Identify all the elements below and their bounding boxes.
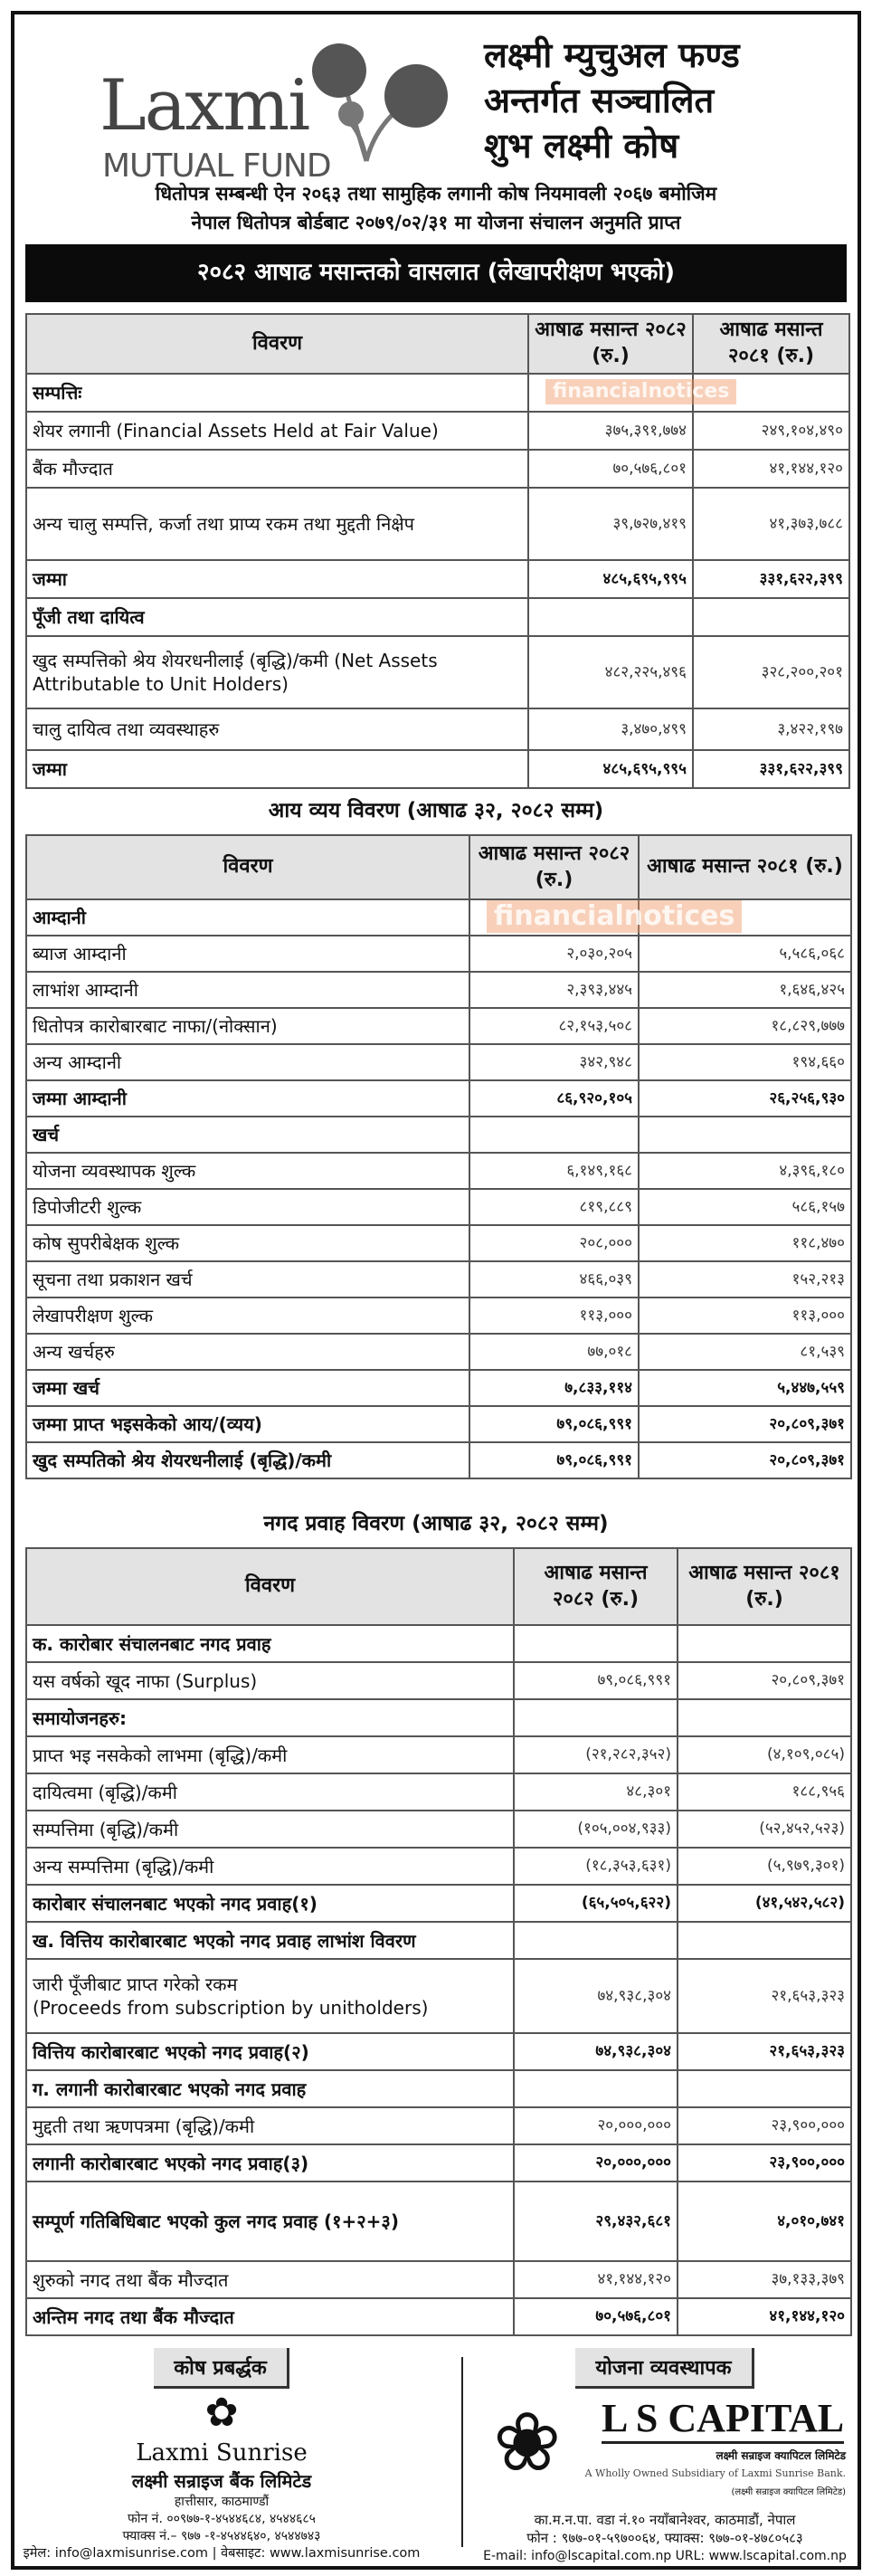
approval-line: नेपाल धितोपत्र बोर्डबाट २०७९/०२/३१ मा योजना संचालन अनुमति प्राप्त [191, 212, 681, 233]
row-value-2082: २०८,००० [469, 1225, 639, 1261]
column-header: आषाढ मसान्त २०८१ (रु.) [678, 1548, 851, 1625]
row-value-2082: ७०,५७६,८०१ [528, 450, 693, 488]
row-label [26, 2182, 514, 2261]
row-value-2081 [639, 1117, 851, 1153]
row-label [26, 1261, 469, 1298]
row-label-text: सूचना तथा प्रकाशन खर्च [33, 1269, 193, 1290]
row-label [26, 1959, 514, 2033]
row-label-text: सम्पत्तिः [33, 382, 82, 404]
promoter-phone: फोन नं. ००९७७-१-४५४४६८४, ४५४४६८५ [128, 2511, 316, 2526]
row-label [26, 2144, 514, 2182]
ls-capital-logo-icon: ❀ [493, 2395, 562, 2490]
row-value-2082: २,३९३,४४५ [469, 972, 639, 1008]
row-label [26, 750, 528, 788]
row-label-text: ग. लगानी कारोबारबाट भएको नगद प्रवाह [33, 2077, 307, 2100]
table-row [26, 560, 849, 598]
row-value-2081: ४१,१४४,१२० [678, 2298, 851, 2335]
row-label [26, 1406, 469, 1442]
row-value-2081 [678, 1922, 851, 1959]
row-label [26, 1922, 514, 1959]
row-value-2081 [678, 2070, 851, 2107]
row-value-2081: ४,३९६,१८० [639, 1153, 851, 1189]
row-label [26, 1442, 469, 1478]
row-label [26, 2298, 514, 2335]
row-value-2082 [528, 598, 693, 636]
row-label [26, 636, 528, 708]
table-row [26, 488, 849, 560]
table-row [26, 2107, 851, 2144]
manager-name-small: (लक्ष्मी सन्राइज क्यापिटल लिमिटेड) [731, 2487, 846, 2497]
table-header-row [26, 314, 849, 374]
row-label [26, 1736, 514, 1773]
row-label [26, 412, 528, 450]
row-label-text: मुद्दती तथा ऋणपत्रमा (बृद्धि)/कमी [33, 2115, 255, 2137]
logo-word: Laxmi [100, 65, 309, 147]
table-row [26, 1225, 851, 1261]
row-label [26, 1117, 469, 1153]
row-value-2082: २९,४३२,६८१ [514, 2182, 678, 2261]
row-value-2081: २०,८०९,३७१ [639, 1442, 851, 1478]
table-row [26, 2182, 851, 2261]
row-value-2082: (१०५,००४,९३३) [514, 1811, 678, 1848]
row-value-2082 [514, 2070, 678, 2107]
balance-sheet-title: २०८२ आषाढ मसान्तको वासलात (लेखापरीक्षण भएको) [25, 244, 847, 302]
row-label-text: खुद सम्पत्तिको श्रेय शेयरधनीलाई (बृद्धि)/कमी (Net Assets Attributable to Unit Holders) [33, 650, 438, 695]
row-label-text: वित्तिय कारोबारबाट भएको नगद प्रवाह(२) [33, 2040, 309, 2063]
row-label [26, 2070, 514, 2107]
row-label-text: जारी पूँजीबाट प्राप्त गरेको रकम [33, 1973, 238, 1995]
table-row [26, 598, 849, 636]
row-label-text: जम्मा प्राप्त भइसकेको आय/(व्यय) [33, 1413, 262, 1435]
promoter-tag: कोष प्रबर्द्धक [154, 2348, 289, 2389]
row-value-2081 [678, 1625, 851, 1662]
row-label-text: ब्याज आम्दानी [33, 943, 127, 965]
row-label [26, 2033, 514, 2070]
table-row [26, 1080, 851, 1117]
row-value-2081: २६,२५६,९३० [639, 1080, 851, 1117]
row-value-2082: २०,०००,००० [514, 2107, 678, 2144]
row-label [26, 1153, 469, 1189]
row-label [26, 374, 528, 412]
row-value-2081: ३७,१३३,३७९ [678, 2261, 851, 2298]
row-value-2081: ३३१,६२२,३९९ [693, 750, 849, 788]
row-label-text: अन्तिम नगद तथा बैंक मौज्दात [33, 2305, 234, 2328]
column-header: विवरण [26, 314, 528, 374]
logo-sub: MUTUAL FUND [102, 147, 331, 185]
promoter-contact[interactable]: इमेल: info@laxmisunrise.com | वेबसाइट: www.laxmisunrise.com [23, 2545, 421, 2561]
row-value-2082: ८२,१५३,५०८ [469, 1008, 639, 1044]
row-label-text: जम्मा [33, 568, 67, 590]
row-label-text: सम्पूर्ण गतिबिधिबाट भएको कुल नगद प्रवाह (१+२+३) [33, 2210, 399, 2232]
row-value-2082: ४८५,६९५,९९५ [528, 750, 693, 788]
row-value-2082 [469, 1117, 639, 1153]
row-value-2081: १८,८२९,७७७ [639, 1008, 851, 1044]
fund-name-line-1: लक्ष्मी म्युचुअल फण्ड [484, 35, 740, 75]
row-label-text: खर्च [33, 1124, 60, 1145]
row-value-2082: ७९,०८६,९९१ [469, 1442, 639, 1478]
row-label-text: लगानी कारोबारबाट भएको नगद प्रवाह(३) [33, 2152, 309, 2174]
row-value-2081: ४,०१०,७४१ [678, 2182, 851, 2261]
row-label [26, 936, 469, 972]
table-row [26, 2033, 851, 2070]
row-label-text: लेखापरीक्षण शुल्क [33, 1305, 153, 1326]
fund-name-line-3: शुभ लक्ष्मी कोष [484, 126, 679, 166]
row-value-2082 [514, 1699, 678, 1736]
row-label-text: जम्मा आम्दानी [33, 1088, 127, 1109]
table-row [26, 1848, 851, 1885]
row-value-2082: ७४,९३८,३०४ [514, 2033, 678, 2070]
row-value-2081: २४९,१०४,४९० [693, 412, 849, 450]
table-row [26, 1189, 851, 1225]
table-row [26, 1773, 851, 1811]
row-label [26, 598, 528, 636]
promoter-brand: Laxmi Sunrise [136, 2439, 308, 2467]
manager-tagline: A Wholly Owned Subsidiary of Laxmi Sunrise Bank. [584, 2467, 846, 2479]
row-label [26, 1044, 469, 1080]
footer-divider [461, 2357, 463, 2547]
watermark-secondary: financialnotices [545, 379, 736, 404]
row-label [26, 1885, 514, 1922]
row-value-2081: ५,५८६,०६८ [639, 936, 851, 972]
row-label-text: चालु दायित्व तथा व्यवस्थाहरु [33, 718, 220, 740]
row-value-2082: (६५,५०५,६२२) [514, 1885, 678, 1922]
column-header: विवरण [26, 1548, 514, 1625]
column-header: विवरण [26, 835, 469, 899]
row-value-2081: २३,९००,००० [678, 2144, 851, 2182]
row-label [26, 972, 469, 1008]
row-label-text: अन्य चालु सम्पत्ति, कर्जा तथा प्राप्य रकम तथा मुद्दती निक्षेप [33, 513, 415, 535]
table-row [26, 1044, 851, 1080]
row-label-text: खुद सम्पतिको श्रेय शेयरधनीलाई (बृद्धि)/कमी [33, 1450, 332, 1471]
table-row [26, 1625, 851, 1662]
row-value-2081: २०,८०९,३७१ [639, 1406, 851, 1442]
row-value-2082: २०,०००,००० [514, 2144, 678, 2182]
table-row [26, 936, 851, 972]
row-value-2082: ७७,०१८ [469, 1334, 639, 1370]
row-label [26, 708, 528, 750]
row-value-2081: (५२,४५२,५२३) [678, 1811, 851, 1848]
row-value-2081: (४१,५४२,५८२) [678, 1885, 851, 1922]
row-value-2081: ३३१,६२२,३९९ [693, 560, 849, 598]
row-label-text: कारोबार संचालनबाट भएको नगद प्रवाह(१) [33, 1892, 318, 1915]
row-value-2081: १५२,२१३ [639, 1261, 851, 1298]
row-label-text: ख. वित्तिय कारोबारबाट भएको नगद प्रवाह लाभांश विवरण [33, 1929, 416, 1952]
row-label-text: शुरुको नगद तथा बैंक मौज्दात [33, 2268, 229, 2291]
row-value-2082: ७९,०८६,९९१ [514, 1662, 678, 1699]
column-header: आषाढ मसान्त २०८२ (रु.) [514, 1548, 678, 1625]
row-value-2082: ६,१४९,१६८ [469, 1153, 639, 1189]
row-sublabel: (Proceeds from subscription by unitholders) [33, 1997, 429, 2019]
row-label-text: लाभांश आम्दानी [33, 979, 138, 1001]
cash-flow-title: नगद प्रवाह विवरण (आषाढ ३२, २०८२ सम्म) [263, 1512, 609, 1535]
row-label-text: अन्य आम्दानी [33, 1051, 122, 1073]
row-value-2082: ३४२,९४८ [469, 1044, 639, 1080]
row-label [26, 2261, 514, 2298]
row-label-text: योजना व्यवस्थापक शुल्क [33, 1160, 196, 1182]
row-value-2081: (५,९७९,३०१) [678, 1848, 851, 1885]
table-row [26, 1261, 851, 1298]
row-label-text: आम्दानी [33, 907, 86, 928]
table-row [26, 1736, 851, 1773]
table-row [26, 1008, 851, 1044]
row-value-2082: ७४,९३८,३०४ [514, 1959, 678, 2033]
row-value-2082: ३७५,३९१,७७४ [528, 412, 693, 450]
row-value-2082 [514, 1625, 678, 1662]
row-label [26, 450, 528, 488]
row-value-2081: (४,१०९,०८५) [678, 1736, 851, 1773]
row-label [26, 1773, 514, 1811]
row-label [26, 1298, 469, 1334]
row-label [26, 488, 528, 560]
row-value-2081: ३२८,२००,२०१ [693, 636, 849, 708]
manager-brand: L S CAPITAL [602, 2396, 844, 2444]
row-label [26, 2107, 514, 2144]
table-row [26, 1370, 851, 1406]
row-label-text: कोष सुपरीबेक्षक शुल्क [33, 1232, 180, 1254]
table-row [26, 1885, 851, 1922]
row-value-2081: १९४,६६० [639, 1044, 851, 1080]
row-value-2082: ८१९,८८९ [469, 1189, 639, 1225]
table-row [26, 1117, 851, 1153]
table-row [26, 636, 849, 708]
table-row [26, 1153, 851, 1189]
table-row [26, 2298, 851, 2335]
row-value-2082 [514, 1922, 678, 1959]
row-label [26, 1225, 469, 1261]
watermark: financialnotices [487, 900, 742, 933]
table-row [26, 1406, 851, 1442]
column-header: आषाढ मसान्त २०८१ (रु.) [639, 835, 851, 899]
row-label [26, 560, 528, 598]
row-value-2082: २,०३०,२०५ [469, 936, 639, 972]
row-label-text: प्राप्त भइ नसकेको लाभमा (बृद्धि)/कमी [33, 1744, 288, 1766]
row-label-text: अन्य खर्चहरु [33, 1341, 115, 1363]
promoter-section [18, 2348, 425, 2562]
row-label [26, 1080, 469, 1117]
row-value-2081: १,६४६,४२५ [639, 972, 851, 1008]
row-label [26, 1334, 469, 1370]
row-label [26, 1662, 514, 1699]
row-value-2081: ४१,१४४,१२० [693, 450, 849, 488]
manager-section [475, 2348, 855, 2564]
column-header: आषाढ मसान्त २०८२ (रु.) [528, 314, 693, 374]
row-label-text: दायित्वमा (बृद्धि)/कमी [33, 1781, 177, 1803]
promoter-address: हात्तीसार, काठमाण्डौं [174, 2495, 270, 2510]
manager-contact[interactable]: E-mail: info@lscapital.com.np URL: www.lscapital.com.np [483, 2548, 847, 2563]
regulation-line: धितोपत्र सम्बन्धी ऐन २०६३ तथा सामुहिक लगानी कोष नियमावली २०६७ बमोजिम [155, 183, 717, 204]
row-value-2082: ७०,५७६,८०१ [514, 2298, 678, 2335]
row-value-2081: ३,४२२,१९७ [693, 708, 849, 750]
promoter-name: लक्ष्मी सन्राइज बैंक लिमिटेड [131, 2470, 312, 2493]
table-row [26, 1811, 851, 1848]
row-value-2082: ४१,१४४,१२० [514, 2261, 678, 2298]
row-label-text: क. कारोबार संचालनबाट नगद प्रवाह [33, 1632, 271, 1655]
table-row [26, 2070, 851, 2107]
row-value-2081: ११३,००० [639, 1298, 851, 1334]
table-row [26, 1662, 851, 1699]
manager-phone: फोन : ९७७-०१-५९७००६४, फ्याक्स: ९७७-०१-४७८०५८३ [526, 2530, 803, 2547]
row-label [26, 1848, 514, 1885]
row-value-2081: २३,९००,००० [678, 2107, 851, 2144]
row-value-2081 [678, 1699, 851, 1736]
table-row [26, 750, 849, 788]
cash-flow-table [25, 1547, 852, 2336]
row-label-text: शेयर लगानी (Financial Assets Held at Fair Value) [33, 420, 439, 442]
table-row [26, 972, 851, 1008]
table-row [26, 1959, 851, 2033]
row-value-2082: (२१,२८२,३५२) [514, 1736, 678, 1773]
income-statement-title: आय व्यय विवरण (आषाढ ३२, २०८२ सम्म) [268, 799, 604, 822]
manager-tag: योजना व्यवस्थापक [575, 2348, 754, 2389]
row-value-2082: ४६६,०३९ [469, 1261, 639, 1298]
row-value-2081: ५,४४७,५५९ [639, 1370, 851, 1406]
row-label-text: बैंक मौज्दात [33, 458, 113, 480]
row-value-2082: ११३,००० [469, 1298, 639, 1334]
row-label-text: धितोपत्र कारोबारबाट नाफा/(नोक्सान) [33, 1015, 278, 1037]
lotus-logo-icon: ✿ [204, 2390, 239, 2436]
row-value-2082: ७,८३३,११४ [469, 1370, 639, 1406]
row-label-text: अन्य सम्पत्तिमा (बृद्धि)/कमी [33, 1855, 214, 1877]
row-value-2081: ८१,५३९ [639, 1334, 851, 1370]
row-value-2081: २१,६५३,३२३ [678, 1959, 851, 2033]
row-value-2081 [693, 598, 849, 636]
row-value-2082: ७९,०८६,९९१ [469, 1406, 639, 1442]
column-header: आषाढ मसान्त २०८१ (रु.) [693, 314, 849, 374]
row-label-text: जम्मा खर्च [33, 1377, 100, 1399]
table-row [26, 2261, 851, 2298]
manager-name: लक्ष्मी सन्राइज क्यापिटल लिमिटेड [716, 2449, 846, 2462]
row-label [26, 899, 469, 936]
column-header: आषाढ मसान्त २०८२ (रु.) [469, 835, 639, 899]
row-label-text: सम्पत्तिमा (बृद्धि)/कमी [33, 1818, 179, 1840]
row-value-2081: २०,८०९,३७१ [678, 1662, 851, 1699]
row-value-2082: (१८,३५३,६३१) [514, 1848, 678, 1885]
row-value-2082: ८६,९२०,१०५ [469, 1080, 639, 1117]
row-label [26, 1699, 514, 1736]
fund-name-line-2: अन्तर्गत सञ्चालित [484, 81, 715, 120]
table-row [26, 708, 849, 750]
row-label-text: यस वर्षको खूद नाफा (Surplus) [33, 1669, 258, 1692]
row-value-2081: १८८,९५६ [678, 1773, 851, 1811]
table-row [26, 450, 849, 488]
row-value-2082: ३,४७०,४९९ [528, 708, 693, 750]
manager-address: का.म.न.पा. वडा नं.१० नयाँबानेश्वर, काठमाडौं, नेपाल [534, 2512, 796, 2528]
row-value-2082: ४८२,२२५,४९६ [528, 636, 693, 708]
row-value-2082: ३९,७२७,४१९ [528, 488, 693, 560]
row-label-text: जम्मा [33, 758, 67, 780]
promoter-fax: फ्याक्स नं.– ९७७ -१-४५४४६४०, ४५४४७४३ [122, 2528, 321, 2543]
row-value-2082: ४८,३०१ [514, 1773, 678, 1811]
row-value-2081: ४१,३७३,७८८ [693, 488, 849, 560]
row-label [26, 1189, 469, 1225]
table-header-row [26, 835, 851, 899]
table-row [26, 1922, 851, 1959]
table-row [26, 1298, 851, 1334]
table-row [26, 412, 849, 450]
row-label [26, 1008, 469, 1044]
row-label-text: पूँजी तथा दायित्व [33, 606, 145, 628]
row-value-2081: २१,६५३,३२३ [678, 2033, 851, 2070]
row-label [26, 1625, 514, 1662]
table-row [26, 1699, 851, 1736]
table-row [26, 2144, 851, 2182]
row-value-2081: ५८६,१५७ [639, 1189, 851, 1225]
row-label-text: समायोजनहरु: [33, 1706, 127, 1729]
table-row [26, 1442, 851, 1478]
row-label [26, 1370, 469, 1406]
row-value-2082: ४८५,६९५,९९५ [528, 560, 693, 598]
row-label-text: डिपोजीटरी शुल्क [33, 1196, 142, 1218]
table-header-row [26, 1548, 851, 1625]
row-value-2081: ११८,४७० [639, 1225, 851, 1261]
row-label [26, 1811, 514, 1848]
laxmi-mutual-fund-logo [95, 34, 475, 188]
table-row [26, 1334, 851, 1370]
